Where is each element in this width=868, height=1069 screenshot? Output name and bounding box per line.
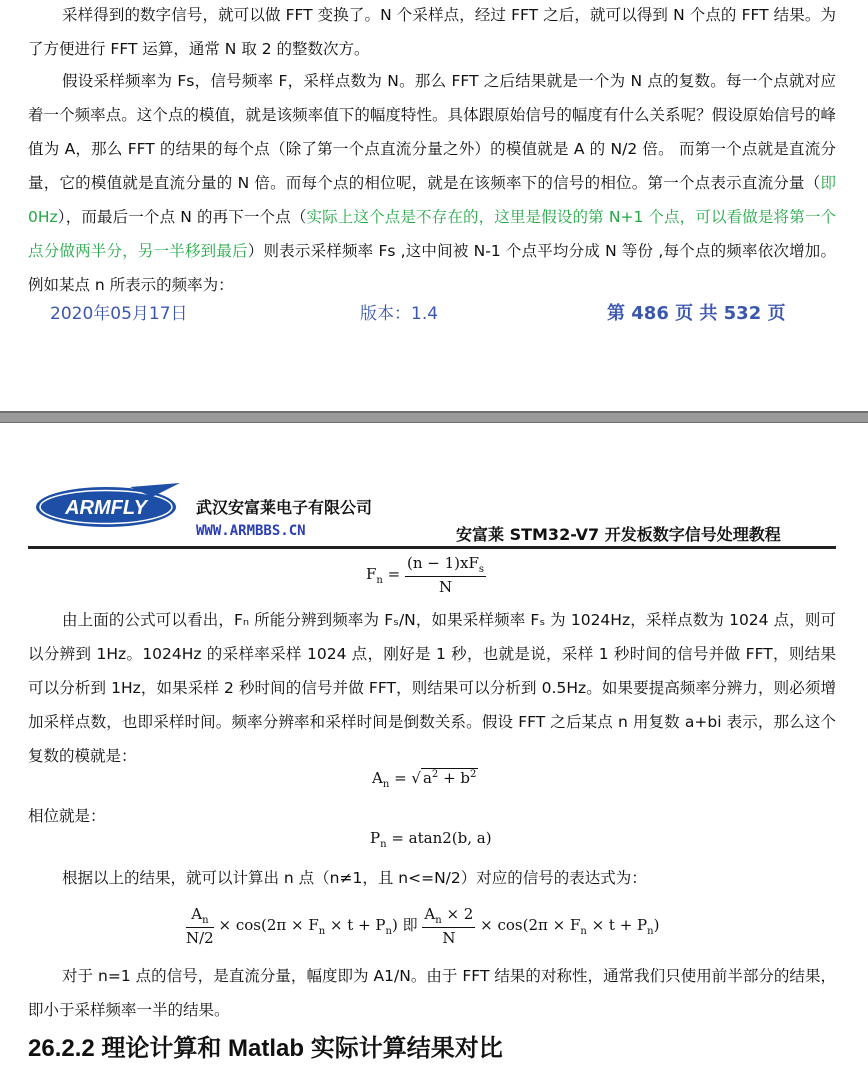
footer-page-number: 第 486 页 共 532 页 (607, 303, 786, 324)
formula-signal-expression: $\frac{A_n}{N/2}$ × $\cos(2\pi \times F_n \times t + P_n)$ 即 $\frac{A_n \times 2}{N}$ × $\cos(2\pi \times F_n \times t + P_n)$ (186, 905, 660, 947)
para2-highlight-dc: 即 0Hz (28, 174, 836, 226)
page-current (0, 423, 868, 1069)
para2-text-a: 假设采样频率为 Fs，信号频率 F，采样点数为 N。那么 FFT 之后结果就是一个为 N 点的复数。每一个点就对应着一个频率点。这个点的模值，就是该频率值下的幅度特性。具体跟原始信号的幅度有什么关系呢？假设原始信号的峰值为 A，那么 FFT 的结果的每个点（除了第一个点直流分量之外）的模值就是 A 的 N/2 倍。 而第一个点就是直流分量，它的模值就是直流分量的 N 倍。而每个点的相位呢，就是在该频率下的信号的相位。第一个点表示直流分量（ (28, 72, 836, 192)
section-heading: 26.2.2 理论计算和 Matlab 实际计算结果对比 (28, 1035, 503, 1062)
page-separator (0, 411, 868, 423)
header-rule (28, 546, 836, 549)
formula-connector: 即 (402, 916, 418, 934)
para2-text-c: ）则表示采样频率 Fs ,这中间被 N-1 个点平均分成 N 等份 ,每个点的频率依次增加。例如某点 n 所表示的频率为： (28, 242, 836, 294)
phase-label: 相位就是： (28, 807, 106, 825)
paragraph-expression: 根据以上的结果，就可以计算出 n 点（n≠1，且 n<=N/2）对应的信号的表达式为： (62, 869, 647, 887)
formula-magnitude: $A_n$ = √ $a^2 + b^2$ (372, 769, 477, 790)
website-link[interactable]: WWW.ARMBBS.CN (196, 523, 306, 539)
course-title: 安富莱 STM32-V7 开发板数字信号处理教程 (456, 525, 781, 544)
para2-text-b: ），而最后一个点 N 的再下一个点（ (57, 208, 307, 226)
company-name: 武汉安富莱电子有限公司 (196, 498, 373, 517)
paragraph-dc-component: 对于 n=1 点的信号，是直流分量，幅度即为 A1/N。由于 FFT 结果的对称性，通常我们只使用前半部分的结果，即小于采样频率一半的结果。 (28, 967, 836, 1019)
footer-version: 版本：1.4 (360, 304, 439, 324)
formula-frequency: $F_n$ = $\frac{(n - 1)xF_s}{N}$ (366, 554, 485, 596)
paragraph-fft-explanation (28, 64, 836, 302)
logo-text: ARMFLY (65, 497, 147, 519)
paragraph-fft-intro: 采样得到的数字信号，就可以做 FFT 变换了。N 个采样点，经过 FFT 之后，就可以得到 N 个点的 FFT 结果。为了方便进行 FFT 运算，通常 N 取 2 的整数次方。 (28, 6, 836, 58)
paragraph-resolution: 由上面的公式可以看出，Fₙ 所能分辨到频率为 Fₛ/N，如果采样频率 Fₛ 为 1024Hz，采样点数为 1024 点，则可以分辨到 1Hz。1024Hz 的采样率采样 1024 点，刚好是 1 秒，也就是说，采样 1 秒时间的信号并做 FFT，则结果可以分析到 1Hz，如果采样 2 秒时间的信号并做 FFT，则结果可以分析到 0.5Hz。如果要提高频率分辨力，则必须增加采样点数，也即采样时间。频率分辨率和采样时间是倒数关系。假设 FFT 之后某点 n 用复数 a+bi 表示，那么这个复数的模就是： (28, 611, 836, 765)
formula-phase: $P_n = atan2(b$, a) (370, 829, 492, 850)
footer-date: 2020年05月17日 (50, 304, 188, 324)
armfly-logo (34, 483, 182, 529)
page-previous (0, 0, 868, 411)
para2-highlight-note: 实际上这个点是不存在的，这里是假设的第 N+1 个点，可以看做是将第一个点分做两半分，另一半移到最后 (28, 208, 836, 260)
